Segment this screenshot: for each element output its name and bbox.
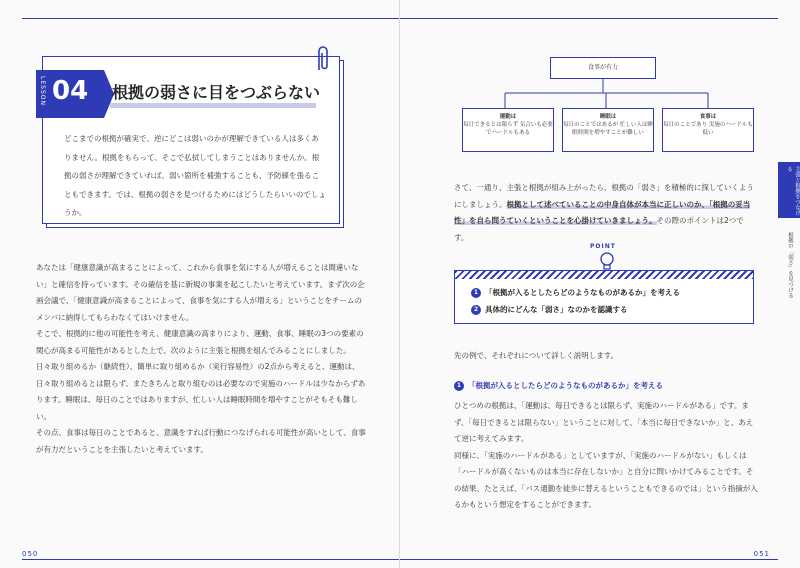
highlight-text: 根拠として述べていることの中身自体が本当に正しいのか、「根拠の妥当性」を自ら問うていくということを心掛けていきましょう。 [454,199,751,225]
bottom-rule-right [400,559,778,560]
subhead-text: 「根拠が入るとしたらどのようなものがあるか」を考える [468,381,663,390]
lightbulb-icon [596,250,618,272]
right-intro [454,180,754,246]
point-box-stripe [455,271,753,279]
diagram-box-exercise [462,108,554,152]
number-badge: 1 [454,381,464,391]
detail-body [454,398,758,514]
diagram-box-head: 睡眠は [599,114,617,120]
example-paragraph: 先の例で、それぞれについて詳しく説明します。 [454,351,619,360]
diagram-box-head: 食事は [699,114,717,120]
point-text: 具体的にどんな「弱さ」なのかを認識する [485,305,628,314]
diagram-top-box: 食事が有力 [550,57,656,79]
diagram-box-text: 毎日できるとは限らず 気合いも必要でハードルもある [463,122,553,136]
point-box [454,270,754,324]
side-tab [778,162,800,218]
detail-paragraph: ひとつめの根拠は、「運動は、毎日できるとは限らず、実施のハードルがある」です。まず、「毎日できるとは限らない」ということに対して、「本当に毎日できないか」と、あえて逆に考えてみます。 [454,401,754,443]
lesson-label: LESSON [39,76,46,106]
diagram-box-sleep [562,108,654,152]
subhead [454,380,663,391]
detail-paragraph: 同様に、「実施のハードルがある」としていますが、「実施のハードルがない」もしくは「ハードルが高くないものは本当に存在しないか」と自分に問いかけてみることです。その結果、たとえば、「バス通勤を徒歩に替えるということもできるのでは」という指摘が入るかもという想定をすることができます。 [454,450,758,509]
lesson-title: 根拠の弱さに目をつぶらない [112,83,321,102]
body-paragraph: 日々取り組めるか（継続性）、簡単に取り組めるか（実行容易性）の2点から考えると、運動は、日々取り組めるとは限らず、またきちんと取り組むのは必要なので実施のハードルは少なからずあります。睡眠は、毎日のことではありますが、忙しい人は睡眠時間を増やすことがそもそも難しい。 [36,362,366,421]
point-label: POINT [590,243,616,250]
side-tab-label: 主張と根拠をつなげる [786,166,800,216]
point-text: 「根拠が入るとしたらどのようなものがあるか」を考える [485,288,680,297]
page-number-left: 050 [22,550,39,558]
body-paragraph: そこで、根拠的に他の可能性を考え、健康意識の高まりにより、運動、食事、睡眠の3つの要素の関心が高まる可能性があるとした上で、次のように主張と根拠を組んでみることにしました。 [36,329,364,355]
lesson-badge [36,70,104,118]
body-paragraph: その点、食事は毎日のことであると、意識をすれば行動につなげられる可能性が高いとして、食事が有力だということを主張したいと考えています。 [36,428,366,454]
diagram-box-text: 毎日のことであり 実施のハードルも低い [663,122,753,136]
left-body [36,260,368,458]
intro-text-2: その際のポイントは2つです。 [454,216,744,242]
paperclip-icon [312,44,334,74]
page-number-right: 051 [753,550,770,558]
number-badge: 2 [471,305,481,315]
lesson-number: 04 [52,76,89,106]
point-item [471,287,680,298]
intro-paragraph: どこまでの根拠が確実で、逆にどこは弱いのかが理解できている人は多くありません。根拠をもらって、そこで払拭してしまうことはありませんか。根拠の弱さが理解できていれば、弱い箇所を補強することも、予防線を張ることもできます。では、根拠の弱さを見つけるためにはどうしたらいいのでしょうか。 [64,134,326,217]
side-caption: 根拠の「弱さ」を見つける [787,232,793,298]
point-item [471,304,628,315]
diagram-connectors [480,79,740,109]
number-badge: 1 [471,288,481,298]
bottom-rule-left [22,559,399,560]
top-rule-right [400,8,778,30]
diagram-box-head: 運動は [499,114,517,120]
diagram-box-diet [662,108,754,152]
body-paragraph: あなたは「健康意識が高まることによって、これから食事を気にする人が増えることは間違いない」と確信を持っています。その確信を基に新規の事業を起こしたいと考えています。まず次の企画会議で、「健康意識が高まることによって、食事を気にする人が増える」ということをチームのメンバに納得してもらわなくてはいけません。 [36,263,365,322]
diagram-box-text: 毎日のことではあるが 忙しい人は睡眠時間を増やすことが難しい [563,122,653,136]
title-underline [110,103,316,108]
intro-text-1: さて、一通り、主張と根拠が組み上がったら、根拠の「弱さ」を積極的に探していくようにしましょう。 [454,183,754,209]
top-rule-left [22,8,399,30]
